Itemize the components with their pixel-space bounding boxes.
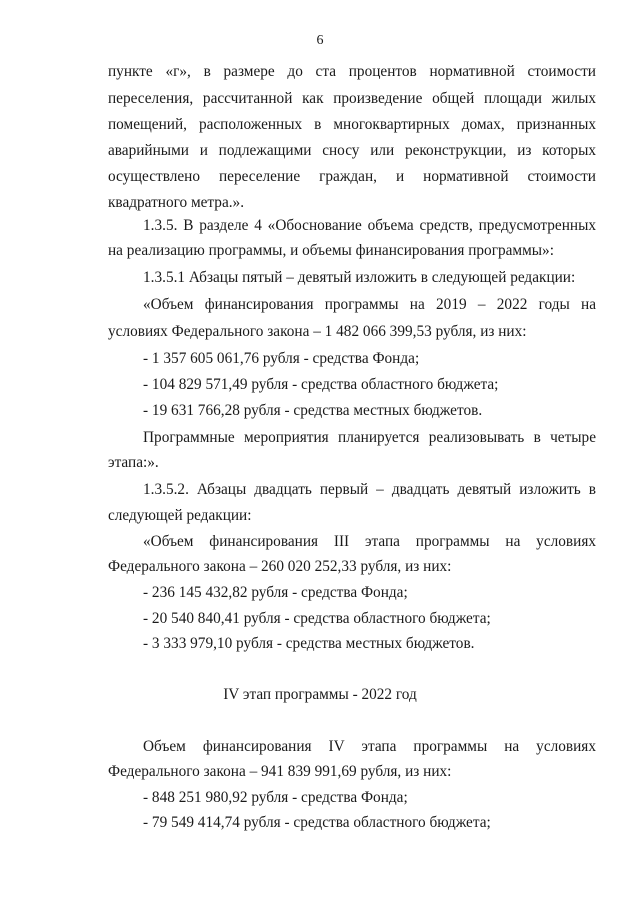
text-line: Программные мероприятия планируется реализовывать в четыре — [143, 429, 596, 446]
text-line: Федерального закона – 941 839 991,69 рубля, из них: — [108, 763, 452, 780]
list-item: - 236 145 432,82 рубля - средства Фонда; — [143, 584, 408, 601]
text-line: квадратного метра.». — [108, 194, 245, 211]
text-line: Объем финансирования IV этапа программы на условиях — [143, 738, 596, 755]
text-line: условиях Федерального закона – 1 482 066 399,53 рубля, из них: — [108, 323, 527, 340]
text-line: осуществлено переселение граждан, и нормативной стоимости — [108, 168, 596, 185]
page-number: 6 — [316, 33, 324, 48]
list-item: - 79 549 414,74 рубля - средства областного бюджета; — [143, 814, 491, 831]
text-line: переселения, рассчитанной как произведение общей площади жилых — [108, 90, 596, 107]
text-line: 1.3.5. В разделе 4 «Обоснование объема средств, предусмотренных — [143, 217, 596, 234]
list-item: - 1 357 605 061,76 рубля - средства Фонда; — [143, 350, 420, 367]
text-line: 1.3.5.2. Абзацы двадцать первый – двадцать девятый изложить в — [143, 481, 596, 498]
list-item: - 20 540 840,41 рубля - средства областного бюджета; — [143, 610, 491, 627]
text-line: аварийными и подлежащими сносу или реконструкции, из которых — [108, 142, 596, 159]
list-item: - 3 333 979,10 рубля - средства местных бюджетов. — [143, 635, 475, 652]
list-item: - 104 829 571,49 рубля - средства областного бюджета; — [143, 376, 499, 393]
text-line: Федерального закона – 260 020 252,33 рубля, из них: — [108, 558, 452, 575]
text-line: пункте «г», в размере до ста процентов нормативной стоимости — [108, 63, 596, 80]
text-line: на реализацию программы, и объемы финансирования программы»: — [108, 242, 554, 259]
text-line: «Объем финансирования программы на 2019 – 2022 годы на — [143, 296, 596, 313]
text-line: этапа:». — [108, 454, 159, 471]
list-item: - 848 251 980,92 рубля - средства Фонда; — [143, 789, 408, 806]
text-line: 1.3.5.1 Абзацы пятый – девятый изложить в следующей редакции: — [143, 269, 576, 286]
text-line: помещений, расположенных в многоквартирных домах, признанных — [108, 116, 596, 133]
text-line: следующей редакции: — [108, 507, 252, 524]
section-heading: IV этап программы - 2022 год — [223, 686, 417, 703]
text-line: «Объем финансирования III этапа программы на условиях — [143, 533, 596, 550]
list-item: - 19 631 766,28 рубля - средства местных бюджетов. — [143, 402, 483, 419]
